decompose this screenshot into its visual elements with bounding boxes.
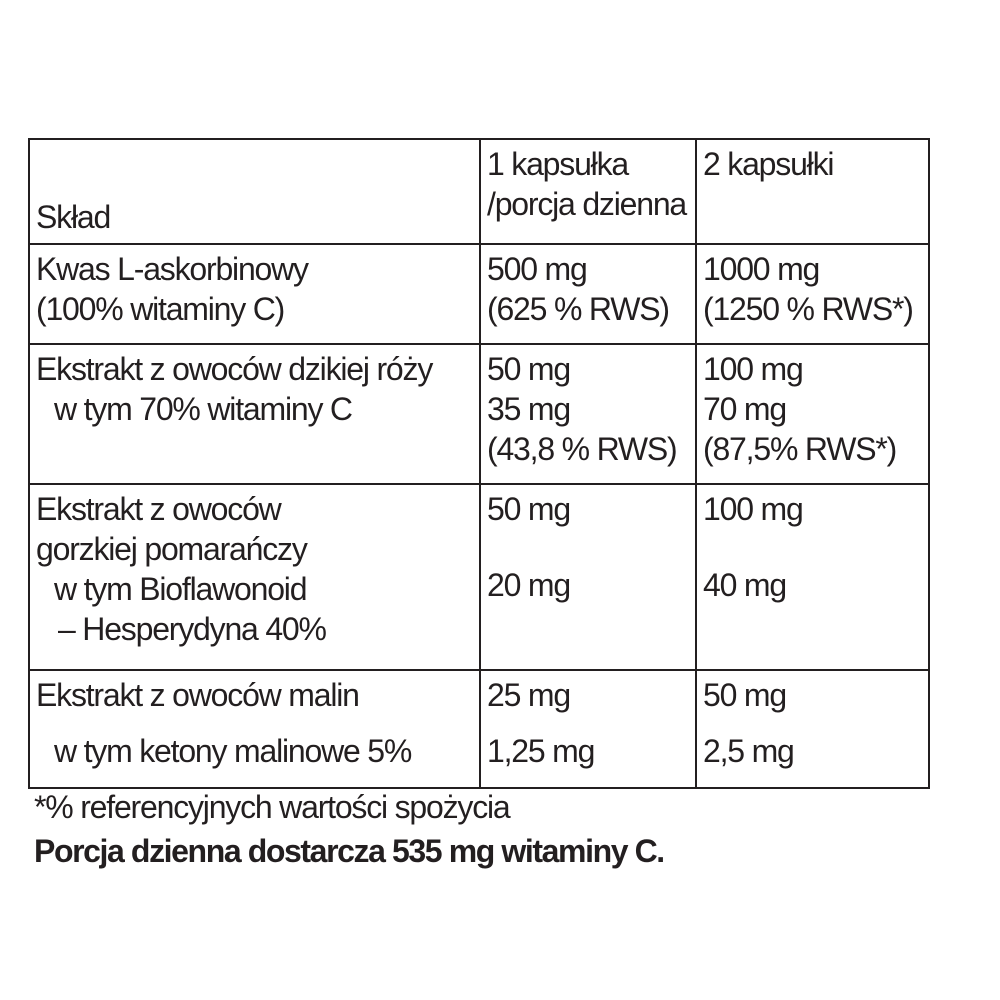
- header-ingredient: [29, 139, 480, 244]
- ingredient-detail: w tym Bioflawonoid: [54, 571, 307, 607]
- ingredient-cell: [29, 670, 480, 788]
- two-capsules-cell: [696, 344, 929, 484]
- amount: 50 mg: [703, 677, 786, 713]
- ingredient-name: Ekstrakt z owoców dzikiej róży: [36, 351, 433, 387]
- ingredient-name: Kwas L-askorbinowy: [36, 251, 308, 287]
- one-capsule-cell: [480, 670, 696, 788]
- amount: 25 mg: [487, 677, 570, 713]
- rws-value: (87,5% RWS*): [703, 431, 897, 467]
- table-row: [29, 484, 929, 670]
- amount: 50 mg: [487, 491, 570, 527]
- footer-notes: [34, 785, 664, 873]
- composition-table-container: [28, 138, 928, 789]
- daily-dose-summary: Porcja dzienna dostarcza 535 mg witaminy C.: [34, 833, 664, 869]
- amount: 500 mg: [487, 251, 587, 287]
- header-ingredient-label: Skład: [36, 199, 111, 235]
- composition-table: [28, 138, 930, 789]
- two-capsules-cell: [696, 670, 929, 788]
- ingredient-name-cont: gorzkiej pomarańczy: [36, 531, 307, 567]
- amount-vitamin-c: 70 mg: [703, 391, 786, 427]
- amount: 100 mg: [703, 491, 803, 527]
- two-capsules-cell: [696, 244, 929, 344]
- amount-ketones: 2,5 mg: [703, 733, 794, 769]
- ingredient-cell: [29, 484, 480, 670]
- table-row: [29, 344, 929, 484]
- amount: 1000 mg: [703, 251, 820, 287]
- ingredient-subdetail: – Hesperydyna 40%: [58, 611, 326, 647]
- one-capsule-cell: [480, 344, 696, 484]
- table-row: [29, 670, 929, 788]
- header-one-capsule-line1: 1 kapsułka: [487, 146, 628, 182]
- ingredient-cell: [29, 244, 480, 344]
- table-header-row: [29, 139, 929, 244]
- amount-ketones: 1,25 mg: [487, 733, 595, 769]
- one-capsule-cell: [480, 244, 696, 344]
- two-capsules-cell: [696, 484, 929, 670]
- amount-bioflavonoid: 40 mg: [703, 567, 786, 603]
- footnote-rws: *% referencyjnych wartości spożycia: [34, 789, 510, 825]
- ingredient-detail: (100% witaminy C): [36, 291, 285, 327]
- table-row: [29, 244, 929, 344]
- ingredient-cell: [29, 344, 480, 484]
- rws-value: (43,8 % RWS): [487, 431, 677, 467]
- header-two-capsules: [696, 139, 929, 244]
- ingredient-detail: w tym 70% witaminy C: [54, 391, 352, 427]
- ingredient-detail: w tym ketony malinowe 5%: [54, 733, 412, 769]
- header-one-capsule-line2: /porcja dzienna: [487, 186, 687, 222]
- amount-vitamin-c: 35 mg: [487, 391, 570, 427]
- ingredient-name: Ekstrakt z owoców: [36, 491, 281, 527]
- one-capsule-cell: [480, 484, 696, 670]
- header-two-capsules-label: 2 kapsułki: [703, 146, 834, 182]
- amount-bioflavonoid: 20 mg: [487, 567, 570, 603]
- amount: 100 mg: [703, 351, 803, 387]
- rws-value: (1250 % RWS*): [703, 291, 913, 327]
- rws-value: (625 % RWS): [487, 291, 669, 327]
- header-one-capsule: [480, 139, 696, 244]
- ingredient-name: Ekstrakt z owoców malin: [36, 677, 359, 713]
- amount: 50 mg: [487, 351, 570, 387]
